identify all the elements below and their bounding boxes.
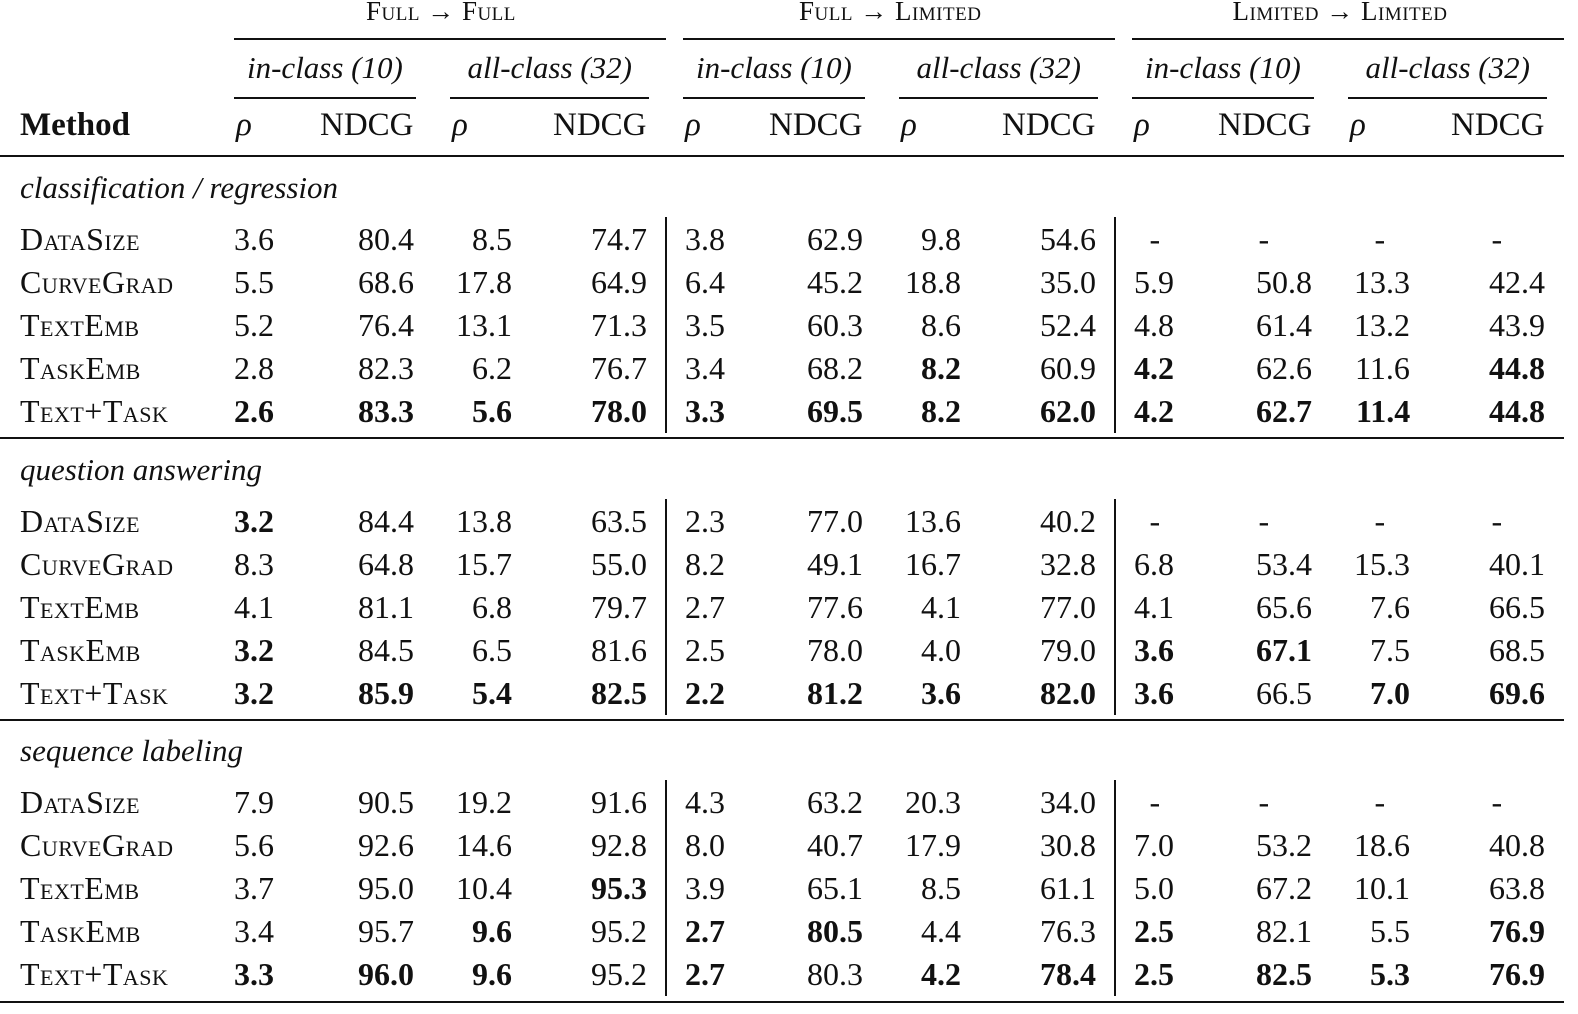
table-cell: 5.4 [472, 675, 512, 711]
table-cell: - [1149, 221, 1161, 257]
table-cell: 69.5 [807, 393, 863, 429]
table-cell: 60.3 [807, 307, 863, 343]
table-cell: 3.4 [685, 350, 725, 386]
subgroup-header: all-class (32) [467, 50, 632, 85]
subgroup-rule [234, 97, 416, 99]
table-cell: 68.6 [358, 264, 414, 300]
header-bottom-rule [0, 155, 1564, 157]
table-cell: 95.0 [358, 870, 414, 906]
ndcg-column-header: NDCG [1002, 107, 1096, 143]
setting-rule [234, 38, 666, 40]
table-cell: 15.3 [1354, 546, 1410, 582]
rho-column-header: ρ [1134, 107, 1150, 143]
table-cell: 17.8 [456, 264, 512, 300]
table-cell: 78.0 [807, 632, 863, 668]
table-cell: 8.3 [234, 546, 274, 582]
subgroup-header: in-class (10) [696, 50, 852, 85]
table-cell: 82.1 [1256, 913, 1312, 949]
method-name: DataSize [20, 784, 141, 820]
table-cell: 77.6 [807, 589, 863, 625]
subgroup-rule [1348, 97, 1547, 99]
table-cell: 3.2 [234, 675, 274, 711]
table-cell: 30.8 [1040, 827, 1096, 863]
ndcg-column-header: NDCG [553, 107, 647, 143]
table-cell: 52.4 [1040, 307, 1096, 343]
ndcg-column-header: NDCG [1218, 107, 1312, 143]
table-cell: 5.9 [1134, 264, 1174, 300]
table-cell: 32.8 [1040, 546, 1096, 582]
table-cell: 68.2 [807, 350, 863, 386]
method-name: CurveGrad [20, 827, 174, 863]
table-cell: 6.2 [472, 350, 512, 386]
table-cell: 3.6 [921, 675, 961, 711]
table-cell: 3.7 [234, 870, 274, 906]
section-title: classification / regression [20, 170, 339, 205]
table-cell: 84.5 [358, 632, 414, 668]
table-cell: 71.3 [591, 307, 647, 343]
table-cell: 62.7 [1256, 393, 1312, 429]
table-cell: 2.7 [685, 956, 725, 992]
table-cell: 60.9 [1040, 350, 1096, 386]
table-cell: 62.6 [1256, 350, 1312, 386]
table-cell: 85.9 [358, 675, 414, 711]
rho-column-header: ρ [901, 107, 917, 143]
table-cell: - [1491, 221, 1503, 257]
section-title: question answering [20, 452, 262, 487]
table-cell: 91.6 [591, 784, 647, 820]
table-cell: 3.2 [234, 632, 274, 668]
table-cell: 95.2 [591, 956, 647, 992]
subgroup-rule [899, 97, 1098, 99]
table-cell: 7.0 [1370, 675, 1410, 711]
method-name: Text+Task [20, 393, 169, 429]
table-cell: 76.9 [1489, 956, 1545, 992]
table-cell: 3.3 [685, 393, 725, 429]
table-cell: 18.8 [905, 264, 961, 300]
table-cell: 40.8 [1489, 827, 1545, 863]
table-cell: 4.2 [1134, 393, 1174, 429]
table-cell: 63.5 [591, 503, 647, 539]
table-cell: 14.6 [456, 827, 512, 863]
table-cell: 96.0 [358, 956, 414, 992]
table-cell: 77.0 [807, 503, 863, 539]
table-cell: 2.5 [1134, 913, 1174, 949]
table-cell: 68.5 [1489, 632, 1545, 668]
table-cell: 2.3 [685, 503, 725, 539]
table-cell: 42.4 [1489, 264, 1545, 300]
table-cell: 2.5 [685, 632, 725, 668]
table-cell: 54.6 [1040, 221, 1096, 257]
method-name: TaskEmb [20, 913, 141, 949]
table-cell: 82.5 [591, 675, 647, 711]
table-cell: 4.8 [1134, 307, 1174, 343]
table-cell: 82.0 [1040, 675, 1096, 711]
table-cell: 67.1 [1256, 632, 1312, 668]
table-cell: 81.6 [591, 632, 647, 668]
table-cell: 53.4 [1256, 546, 1312, 582]
table-cell: 61.1 [1040, 870, 1096, 906]
method-name: TextEmb [20, 589, 140, 625]
table-cell: 16.7 [905, 546, 961, 582]
table-cell: 2.2 [685, 675, 725, 711]
table-cell: 5.2 [234, 307, 274, 343]
rho-column-header: ρ [1350, 107, 1366, 143]
table-cell: 7.9 [234, 784, 274, 820]
table-cell: - [1149, 503, 1161, 539]
table-cell: 9.8 [921, 221, 961, 257]
table-cell: 8.0 [685, 827, 725, 863]
table-cell: 2.7 [685, 589, 725, 625]
table-cell: 65.1 [807, 870, 863, 906]
table-cell: - [1258, 503, 1270, 539]
section-rule [0, 437, 1564, 439]
setting-rule [1132, 38, 1564, 40]
table-cell: 13.8 [456, 503, 512, 539]
ndcg-column-header: NDCG [769, 107, 863, 143]
group-divider [665, 780, 667, 996]
table-cell: 2.7 [685, 913, 725, 949]
table-cell: 82.5 [1256, 956, 1312, 992]
table-cell: 95.7 [358, 913, 414, 949]
method-name: DataSize [20, 503, 141, 539]
table-cell: 3.9 [685, 870, 725, 906]
method-name: CurveGrad [20, 264, 174, 300]
subgroup-header: in-class (10) [1145, 50, 1301, 85]
table-cell: 63.8 [1489, 870, 1545, 906]
table-cell: 64.8 [358, 546, 414, 582]
subgroup-rule [450, 97, 649, 99]
table-cell: 8.2 [921, 393, 961, 429]
table-cell: 3.3 [234, 956, 274, 992]
table-cell: 8.2 [921, 350, 961, 386]
table-cell: 8.5 [921, 870, 961, 906]
table-cell: 43.9 [1489, 307, 1545, 343]
group-divider [665, 217, 667, 433]
table-cell: 95.2 [591, 913, 647, 949]
subgroup-header: in-class (10) [247, 50, 403, 85]
table-cell: 74.7 [591, 221, 647, 257]
subgroup-rule [1132, 97, 1314, 99]
table-cell: 78.4 [1040, 956, 1096, 992]
table-cell: 10.1 [1354, 870, 1410, 906]
table-cell: 35.0 [1040, 264, 1096, 300]
table-cell: 5.3 [1370, 956, 1410, 992]
table-cell: 4.1 [921, 589, 961, 625]
table-cell: 80.4 [358, 221, 414, 257]
table-cell: 2.6 [234, 393, 274, 429]
table-cell: 8.5 [472, 221, 512, 257]
table-cell: 10.4 [456, 870, 512, 906]
table-cell: - [1258, 784, 1270, 820]
table-cell: 44.8 [1489, 350, 1545, 386]
section-rule [0, 1001, 1564, 1003]
table-cell: 2.8 [234, 350, 274, 386]
table-cell: 3.2 [234, 503, 274, 539]
table-cell: 15.7 [456, 546, 512, 582]
table-cell: 80.3 [807, 956, 863, 992]
method-name: TaskEmb [20, 350, 141, 386]
method-column-header: Method [20, 107, 130, 143]
table-cell: 62.9 [807, 221, 863, 257]
table-cell: 4.3 [685, 784, 725, 820]
table-cell: 63.2 [807, 784, 863, 820]
table-cell: 78.0 [591, 393, 647, 429]
table-cell: 8.6 [921, 307, 961, 343]
method-name: TextEmb [20, 870, 140, 906]
table-cell: 3.4 [234, 913, 274, 949]
table-cell: 80.5 [807, 913, 863, 949]
table-cell: 3.6 [1134, 675, 1174, 711]
table-cell: 40.2 [1040, 503, 1096, 539]
table-cell: 5.6 [472, 393, 512, 429]
table-cell: 13.1 [456, 307, 512, 343]
table-cell: 20.3 [905, 784, 961, 820]
table-cell: 11.6 [1355, 350, 1410, 386]
setting-rule [683, 38, 1115, 40]
table-cell: 66.5 [1489, 589, 1545, 625]
table-cell: 11.4 [1356, 393, 1411, 429]
table-cell: 79.7 [591, 589, 647, 625]
table-cell: 34.0 [1040, 784, 1096, 820]
method-name: TaskEmb [20, 632, 141, 668]
table-cell: - [1491, 503, 1503, 539]
table-cell: 2.5 [1134, 956, 1174, 992]
rho-column-header: ρ [452, 107, 468, 143]
table-cell: 9.6 [472, 956, 512, 992]
table-cell: 5.5 [1370, 913, 1410, 949]
group-divider [1114, 780, 1116, 996]
group-divider [665, 499, 667, 715]
table-cell: 13.6 [905, 503, 961, 539]
table-cell: 5.0 [1134, 870, 1174, 906]
table-cell: 67.2 [1256, 870, 1312, 906]
table-cell: - [1374, 784, 1386, 820]
table-cell: 62.0 [1040, 393, 1096, 429]
subgroup-header: all-class (32) [916, 50, 1081, 85]
table-cell: 65.6 [1256, 589, 1312, 625]
setting-header: Full → Full [366, 0, 516, 26]
table-cell: 4.4 [921, 913, 961, 949]
table-cell: 7.5 [1370, 632, 1410, 668]
table-cell: - [1258, 221, 1270, 257]
setting-header: Limited → Limited [1232, 0, 1448, 26]
table-cell: 4.2 [921, 956, 961, 992]
table-cell: 84.4 [358, 503, 414, 539]
section-title: sequence labeling [20, 733, 243, 768]
table-cell: 95.3 [591, 870, 647, 906]
ndcg-column-header: NDCG [320, 107, 414, 143]
method-name: Text+Task [20, 675, 169, 711]
table-cell: 6.4 [685, 264, 725, 300]
table-cell: 90.5 [358, 784, 414, 820]
table-cell: 66.5 [1256, 675, 1312, 711]
table-cell: 4.1 [234, 589, 274, 625]
table-cell: 83.3 [358, 393, 414, 429]
table-cell: 5.5 [234, 264, 274, 300]
table-cell: 5.6 [234, 827, 274, 863]
table-cell: 4.0 [921, 632, 961, 668]
section-rule [0, 719, 1564, 721]
table-cell: 17.9 [905, 827, 961, 863]
group-divider [1114, 499, 1116, 715]
rho-column-header: ρ [685, 107, 701, 143]
table-cell: 6.5 [472, 632, 512, 668]
table-cell: 7.0 [1134, 827, 1174, 863]
table-cell: 4.1 [1134, 589, 1174, 625]
ndcg-column-header: NDCG [1451, 107, 1545, 143]
table-cell: 4.2 [1134, 350, 1174, 386]
table-cell: 6.8 [472, 589, 512, 625]
table-cell: 76.9 [1489, 913, 1545, 949]
table-cell: 76.3 [1040, 913, 1096, 949]
table-cell: - [1149, 784, 1161, 820]
table-cell: 64.9 [591, 264, 647, 300]
table-cell: 50.8 [1256, 264, 1312, 300]
table-cell: 6.8 [1134, 546, 1174, 582]
table-cell: 7.6 [1370, 589, 1410, 625]
table-cell: 76.4 [358, 307, 414, 343]
group-divider [1114, 217, 1116, 433]
table-cell: 81.2 [807, 675, 863, 711]
table-cell: 9.6 [472, 913, 512, 949]
table-cell: - [1491, 784, 1503, 820]
table-cell: 53.2 [1256, 827, 1312, 863]
table-cell: 55.0 [591, 546, 647, 582]
table-cell: 77.0 [1040, 589, 1096, 625]
table-cell: 40.7 [807, 827, 863, 863]
table-cell: 3.6 [234, 221, 274, 257]
table-cell: - [1374, 503, 1386, 539]
table-cell: 79.0 [1040, 632, 1096, 668]
table-cell: 18.6 [1354, 827, 1410, 863]
table-cell: 3.6 [1134, 632, 1174, 668]
method-name: DataSize [20, 221, 141, 257]
table-cell: 3.8 [685, 221, 725, 257]
subgroup-rule [683, 97, 865, 99]
setting-header: Full → Limited [799, 0, 982, 26]
rho-column-header: ρ [236, 107, 252, 143]
table-cell: 44.8 [1489, 393, 1545, 429]
table-cell: 19.2 [456, 784, 512, 820]
table-cell: 40.1 [1489, 546, 1545, 582]
table-cell: 81.1 [358, 589, 414, 625]
table-cell: 69.6 [1489, 675, 1545, 711]
table-cell: 82.3 [358, 350, 414, 386]
subgroup-header: all-class (32) [1365, 50, 1530, 85]
table-cell: 49.1 [807, 546, 863, 582]
table-cell: - [1374, 221, 1386, 257]
table-cell: 45.2 [807, 264, 863, 300]
table-cell: 92.6 [358, 827, 414, 863]
method-name: Text+Task [20, 956, 169, 992]
table-cell: 3.5 [685, 307, 725, 343]
table-cell: 8.2 [685, 546, 725, 582]
table-cell: 76.7 [591, 350, 647, 386]
table-cell: 13.3 [1354, 264, 1410, 300]
table-cell: 92.8 [591, 827, 647, 863]
table-cell: 61.4 [1256, 307, 1312, 343]
table-cell: 13.2 [1354, 307, 1410, 343]
method-name: TextEmb [20, 307, 140, 343]
method-name: CurveGrad [20, 546, 174, 582]
